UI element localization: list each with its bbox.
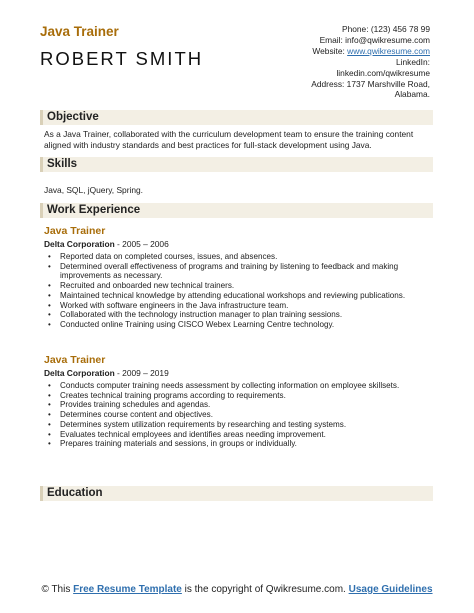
job-company: Delta Corporation [44,239,115,249]
contact-linkedin-label: LinkedIn: [396,56,430,67]
job-dates: - 2009 – 2019 [114,368,169,378]
job-company: Delta Corporation [44,368,115,378]
list-item: • Recruited and onboarded new technical trainers. [44,281,434,291]
section-education-heading: Education [40,486,433,501]
job-entry-1 [44,225,434,330]
job-title: Java Trainer [40,24,119,39]
list-item: • Determines system utilization requirements by researching and testing systems. [44,420,434,430]
footer-middle: is the copyright of Qwikresume.com. [181,584,349,595]
contact-website [230,46,430,57]
job-bullets [44,381,434,449]
contact-email: Email: info@qwikresume.com [319,34,430,45]
job-dates: - 2005 – 2006 [114,239,169,249]
list-item: • Provides training schedules and agendas. [44,400,434,410]
list-item: • Creates technical training programs according to requirements. [44,391,434,401]
list-item: • Determines course content and objectives. [44,410,434,420]
website-label: Website: [312,45,348,56]
list-item: • Reported data on completed courses, issues, and absences. [44,252,434,262]
list-item: • Conducted online Training using CISCO Webex Learning Centre technology. [44,320,434,330]
footer [0,584,474,596]
job-company-line [44,368,434,379]
contact-linkedin-value: linkedin.com/qwikresume [336,67,430,78]
list-item: • Determined overall effectiveness of programs and training by listening to feedback and making improvements as necessary. [44,262,434,281]
usage-guidelines-link[interactable]: Usage Guidelines [348,584,433,595]
section-work-heading: Work Experience [40,203,433,218]
copyright-icon: © [41,584,49,595]
person-name: ROBERT SMITH [40,48,204,69]
footer-prefix: This [48,584,74,595]
contact-address-line2: Alabama. [394,89,430,100]
contact-phone: Phone: (123) 456 78 99 [341,24,430,34]
section-skills-heading: Skills [40,157,433,172]
website-link[interactable]: www.qwikresume.com [347,45,430,56]
list-item: • Worked with software engineers in the Java infrastructure team. [44,301,434,311]
job-entry-2 [44,354,434,449]
skills-text: Java, SQL, jQuery, Spring. [44,185,143,195]
resume-header [40,24,203,70]
contact-address-line1: Address: 1737 Marshville Road, [311,78,430,89]
job-role: Java Trainer [44,225,106,237]
job-role: Java Trainer [44,354,106,366]
objective-text: As a Java Trainer, collaborated with the curriculum development team to ensure the training content aligned with industry standards and best practices for full-stack development using Java. [44,129,414,150]
list-item: • Maintained technical knowledge by attending educational workshops and reviewing publications. [44,291,434,301]
list-item: • Conducts computer training needs assessment by collecting information on employee skillsets. [44,381,434,391]
section-objective-heading: Objective [40,110,433,125]
contact-block [230,24,430,100]
list-item: • Prepares training materials and sessions, in groups or individually. [44,439,434,449]
job-company-line [44,239,434,250]
job-bullets [44,252,434,330]
free-resume-template-link[interactable]: Free Resume Template [73,584,182,595]
list-item: • Evaluates technical employees and identifies areas needing improvement. [44,430,434,440]
list-item: • Collaborated with the technology instruction manager to plan training sessions. [44,310,434,320]
